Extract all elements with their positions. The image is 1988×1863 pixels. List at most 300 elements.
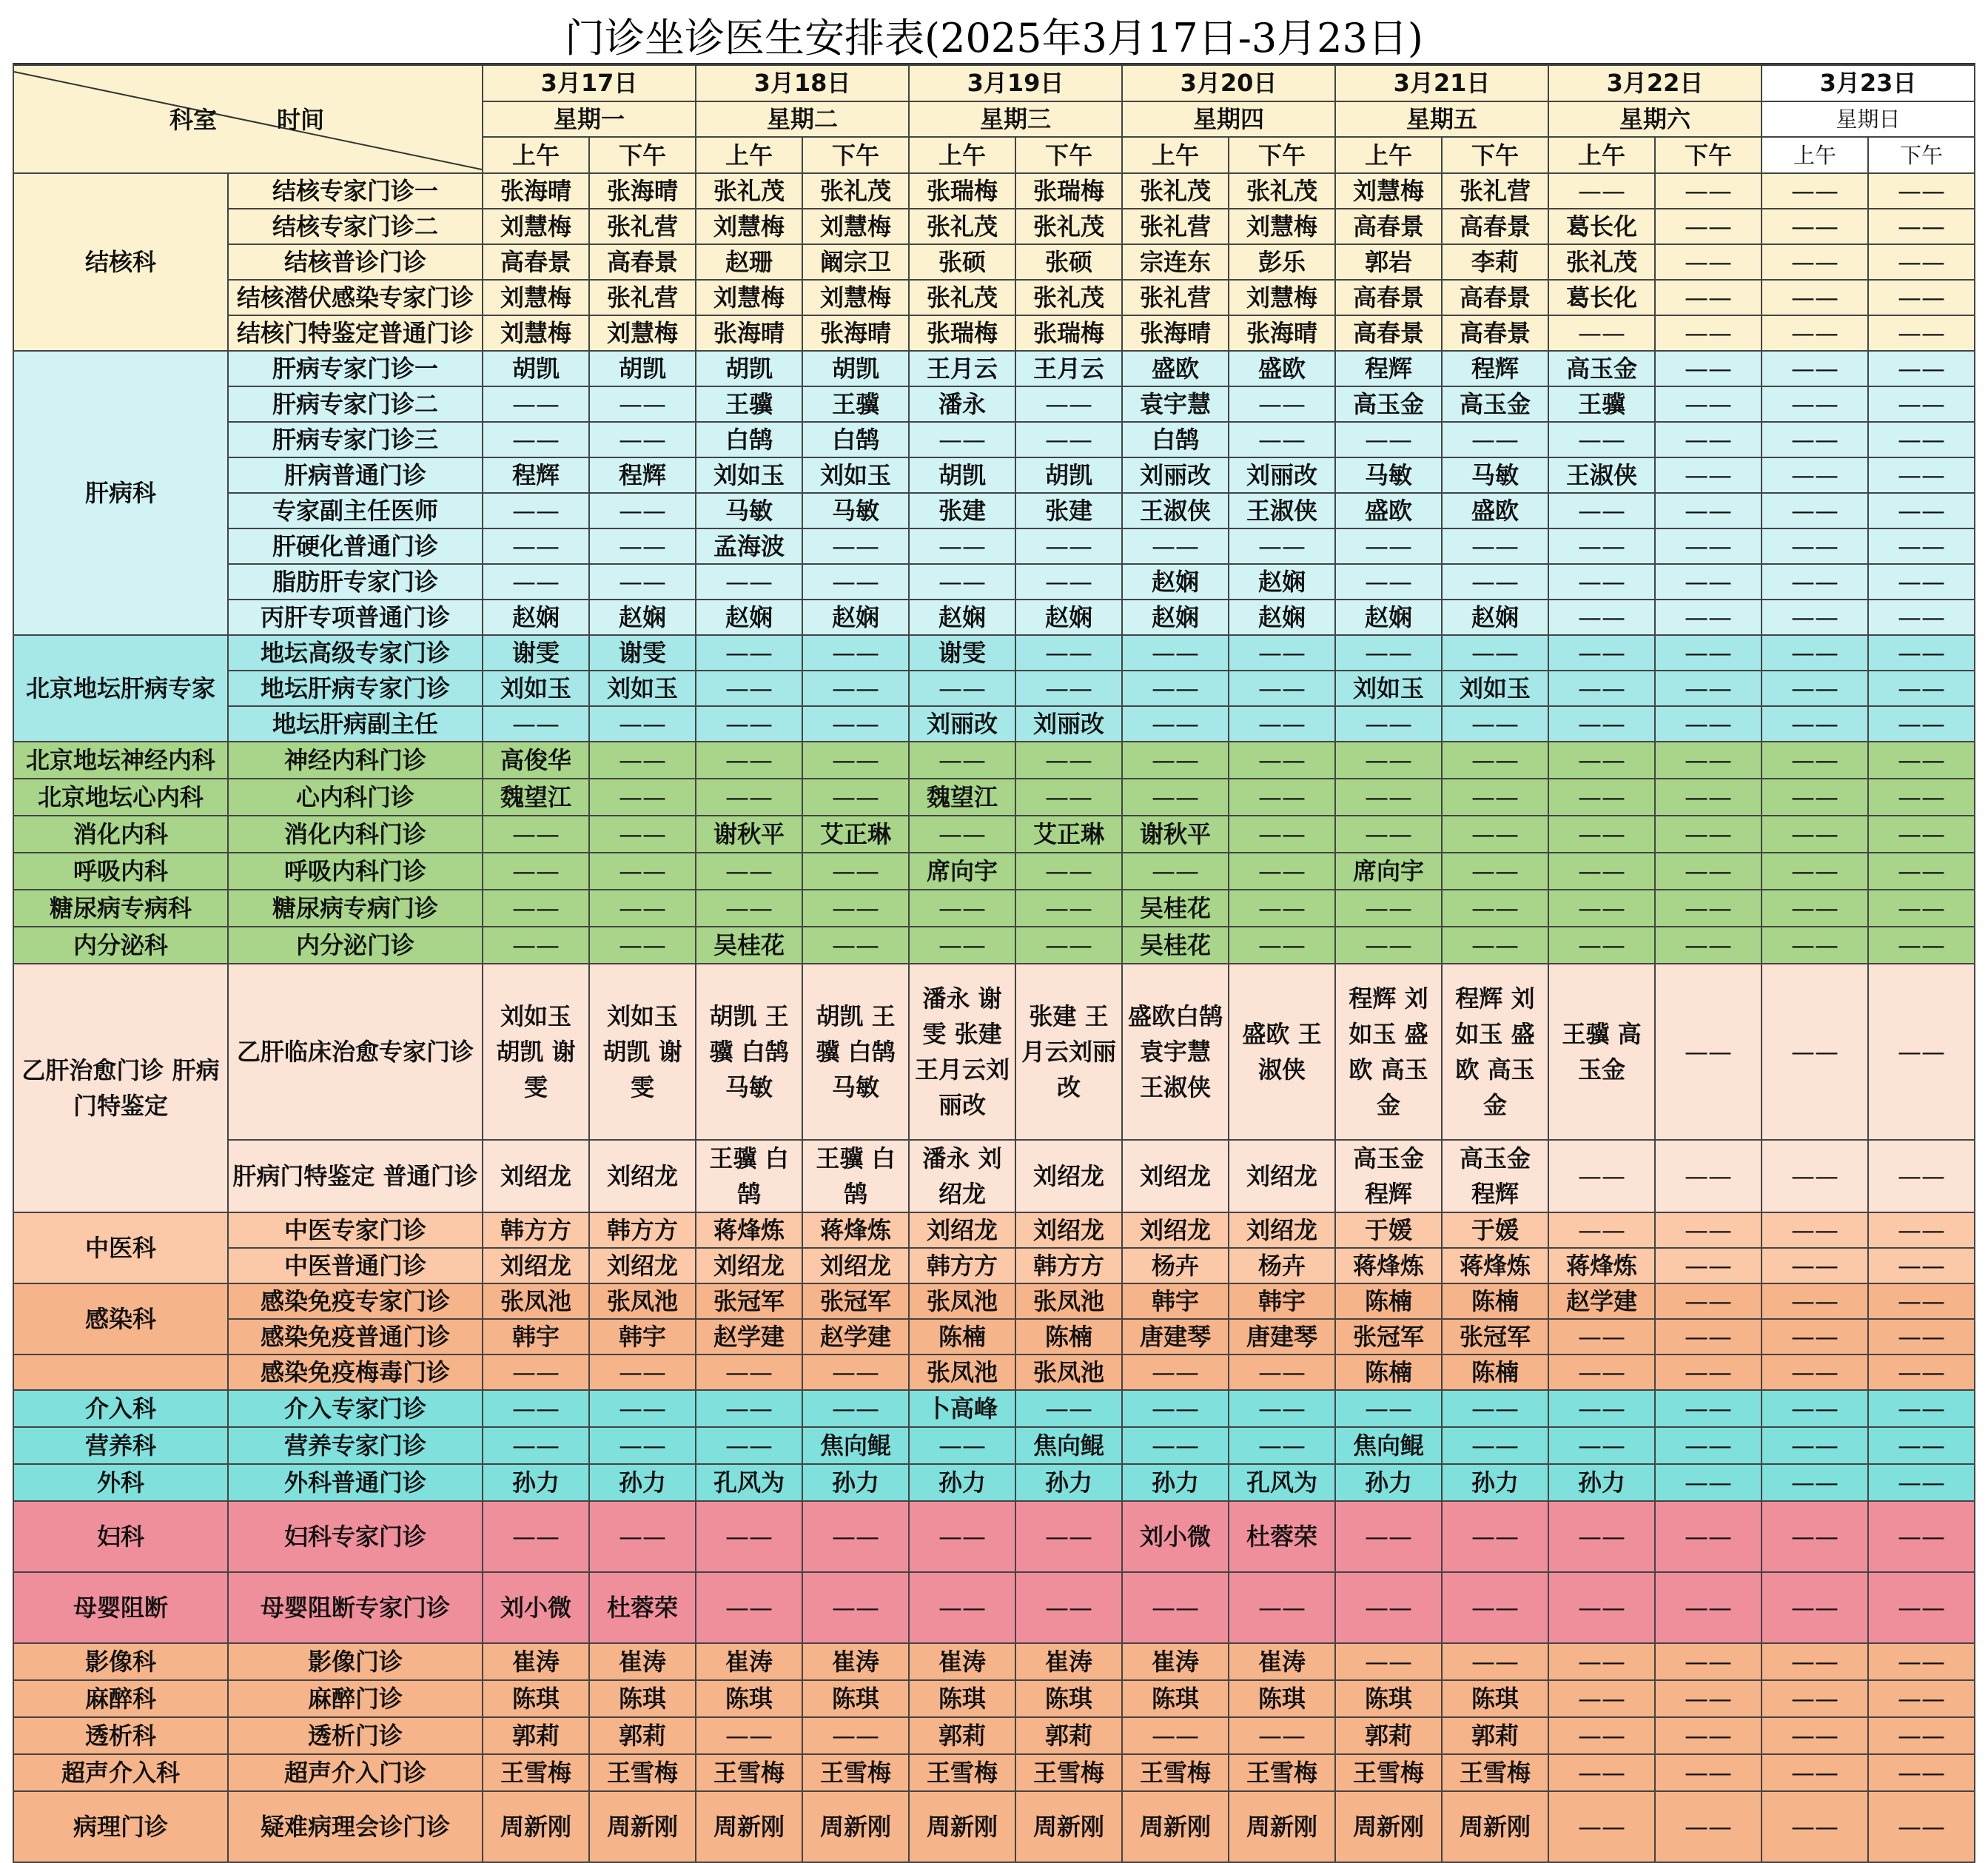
doctor-cell: 张礼茂 bbox=[1015, 209, 1122, 244]
dept-cell: 北京地坛心内科 bbox=[13, 779, 228, 816]
doctor-cell: 于媛 bbox=[1335, 1212, 1442, 1248]
doctor-cell: 韩方方 bbox=[1015, 1248, 1122, 1283]
doctor-cell: 高春景 bbox=[1335, 209, 1442, 244]
doctor-cell: —— bbox=[1548, 564, 1655, 600]
doctor-cell: —— bbox=[1015, 386, 1122, 422]
doctor-cell: 张礼茂 bbox=[909, 280, 1015, 315]
doctor-cell: 程辉 bbox=[1442, 351, 1548, 386]
doctor-cell: 陈琪 bbox=[696, 1680, 802, 1717]
doctor-cell: —— bbox=[909, 422, 1015, 457]
clinic-cell: 神经内科门诊 bbox=[228, 742, 483, 779]
doctor-cell: —— bbox=[1868, 742, 1975, 779]
table-row bbox=[13, 600, 1975, 635]
weekday-header: 星期二 bbox=[696, 101, 909, 138]
doctor-cell: —— bbox=[1868, 927, 1975, 964]
doctor-cell: —— bbox=[1868, 1717, 1975, 1754]
doctor-cell: —— bbox=[1442, 1572, 1548, 1643]
doctor-cell: 崔涛 bbox=[483, 1643, 589, 1680]
doctor-cell: 王雪梅 bbox=[696, 1754, 802, 1791]
dept-cell: 内分泌科 bbox=[13, 927, 228, 964]
doctor-cell: 陈楠 bbox=[1442, 1355, 1548, 1390]
am-header: 上午 bbox=[1762, 137, 1868, 173]
doctor-cell: 张冠军 bbox=[696, 1283, 802, 1319]
doctor-cell: —— bbox=[1548, 1319, 1655, 1355]
doctor-cell: 刘绍龙 bbox=[1015, 1140, 1122, 1212]
doctor-cell: 胡凯 bbox=[483, 351, 589, 386]
clinic-cell: 肝病普通门诊 bbox=[228, 457, 483, 493]
am-header: 上午 bbox=[1548, 137, 1655, 173]
doctor-cell: 陈楠 bbox=[1335, 1283, 1442, 1319]
doctor-cell: 刘丽改 bbox=[1229, 457, 1335, 493]
doctor-cell: 谢秋平 bbox=[696, 816, 802, 853]
doctor-cell: 焦向鲲 bbox=[1335, 1427, 1442, 1464]
doctor-cell: 高春景 bbox=[1335, 315, 1442, 351]
doctor-cell: 刘绍龙 bbox=[1229, 1140, 1335, 1212]
doctor-cell: —— bbox=[483, 706, 589, 742]
doctor-cell: —— bbox=[483, 564, 589, 600]
clinic-cell: 感染免疫梅毒门诊 bbox=[228, 1355, 483, 1390]
doctor-cell: —— bbox=[1015, 1390, 1122, 1427]
doctor-cell: —— bbox=[909, 890, 1015, 927]
doctor-cell: —— bbox=[589, 742, 696, 779]
doctor-cell: —— bbox=[1229, 742, 1335, 779]
doctor-cell: —— bbox=[802, 853, 909, 890]
doctor-cell: 赵娴 bbox=[909, 600, 1015, 635]
doctor-cell: —— bbox=[802, 890, 909, 927]
doctor-cell: 王淑侠 bbox=[1122, 493, 1229, 528]
doctor-cell: —— bbox=[1548, 1572, 1655, 1643]
table-row bbox=[13, 964, 1975, 1140]
doctor-cell: 张瑞梅 bbox=[909, 315, 1015, 351]
doctor-cell: —— bbox=[1762, 1283, 1868, 1319]
doctor-cell: 刘绍龙 bbox=[1015, 1212, 1122, 1248]
doctor-cell: 刘绍龙 bbox=[589, 1140, 696, 1212]
doctor-cell: 吴桂花 bbox=[696, 927, 802, 964]
doctor-cell: 张建 bbox=[909, 493, 1015, 528]
doctor-cell: —— bbox=[1548, 1501, 1655, 1572]
doctor-cell: —— bbox=[1868, 671, 1975, 706]
doctor-cell: 刘如玉 bbox=[1442, 671, 1548, 706]
doctor-cell: —— bbox=[1868, 493, 1975, 528]
doctor-cell: 韩宇 bbox=[483, 1319, 589, 1355]
table-row bbox=[13, 742, 1975, 779]
doctor-cell: —— bbox=[1762, 964, 1868, 1140]
doctor-cell: —— bbox=[483, 493, 589, 528]
doctor-cell: 孟海波 bbox=[696, 528, 802, 564]
doctor-cell: —— bbox=[1868, 351, 1975, 386]
table-row bbox=[13, 1717, 1975, 1754]
doctor-cell: —— bbox=[589, 528, 696, 564]
doctor-cell: 陈琪 bbox=[1335, 1680, 1442, 1717]
doctor-cell: —— bbox=[1868, 386, 1975, 422]
doctor-cell: —— bbox=[1655, 635, 1762, 671]
doctor-cell: —— bbox=[696, 1390, 802, 1427]
doctor-cell: 杨卉 bbox=[1122, 1248, 1229, 1283]
doctor-cell: 王雪梅 bbox=[1015, 1754, 1122, 1791]
doctor-cell: —— bbox=[1442, 706, 1548, 742]
doctor-cell: —— bbox=[1868, 964, 1975, 1140]
doctor-cell: 崔涛 bbox=[909, 1643, 1015, 1680]
doctor-cell: —— bbox=[1655, 816, 1762, 853]
doctor-cell: —— bbox=[1868, 422, 1975, 457]
doctor-cell: —— bbox=[589, 890, 696, 927]
doctor-cell: —— bbox=[1335, 1643, 1442, 1680]
clinic-cell: 心内科门诊 bbox=[228, 779, 483, 816]
table-row bbox=[13, 173, 1975, 209]
doctor-cell: —— bbox=[696, 635, 802, 671]
doctor-cell: —— bbox=[1762, 1319, 1868, 1355]
table-row bbox=[13, 1501, 1975, 1572]
doctor-cell: —— bbox=[1655, 422, 1762, 457]
doctor-cell: —— bbox=[1548, 1754, 1655, 1791]
doctor-cell: —— bbox=[1229, 635, 1335, 671]
doctor-cell: —— bbox=[1762, 1572, 1868, 1643]
doctor-cell: —— bbox=[1229, 386, 1335, 422]
doctor-cell: —— bbox=[1762, 1717, 1868, 1754]
table-row bbox=[13, 1754, 1975, 1791]
doctor-cell: —— bbox=[1548, 493, 1655, 528]
doctor-cell: 高俊华 bbox=[483, 742, 589, 779]
doctor-cell: —— bbox=[1335, 1572, 1442, 1643]
doctor-cell: —— bbox=[483, 816, 589, 853]
doctor-cell: —— bbox=[1335, 422, 1442, 457]
clinic-cell: 结核专家门诊二 bbox=[228, 209, 483, 244]
doctor-cell: 崔涛 bbox=[1229, 1643, 1335, 1680]
table-row bbox=[13, 315, 1975, 351]
doctor-cell: —— bbox=[802, 635, 909, 671]
doctor-cell: 王骥 bbox=[1548, 386, 1655, 422]
doctor-cell: —— bbox=[1122, 742, 1229, 779]
doctor-cell: 王雪梅 bbox=[1335, 1754, 1442, 1791]
table-row bbox=[13, 209, 1975, 244]
doctor-cell: 韩宇 bbox=[589, 1319, 696, 1355]
doctor-cell: 席向宇 bbox=[1335, 853, 1442, 890]
table-row bbox=[13, 280, 1975, 315]
doctor-cell: —— bbox=[1868, 1390, 1975, 1427]
doctor-cell: —— bbox=[1229, 1355, 1335, 1390]
table-row bbox=[13, 386, 1975, 422]
doctor-cell: —— bbox=[909, 1572, 1015, 1643]
doctor-cell: —— bbox=[1548, 173, 1655, 209]
clinic-cell: 脂肪肝专家门诊 bbox=[228, 564, 483, 600]
doctor-cell: —— bbox=[1868, 1572, 1975, 1643]
clinic-cell: 感染免疫专家门诊 bbox=[228, 1283, 483, 1319]
doctor-cell: —— bbox=[1655, 742, 1762, 779]
doctor-cell: —— bbox=[483, 1390, 589, 1427]
clinic-cell: 感染免疫普通门诊 bbox=[228, 1319, 483, 1355]
doctor-cell: 张礼茂 bbox=[909, 209, 1015, 244]
doctor-cell: —— bbox=[909, 671, 1015, 706]
doctor-cell: —— bbox=[1762, 564, 1868, 600]
doctor-cell: —— bbox=[1122, 528, 1229, 564]
clinic-cell: 乙肝临床治愈专家门诊 bbox=[228, 964, 483, 1140]
doctor-cell: —— bbox=[589, 1355, 696, 1390]
doctor-cell: —— bbox=[1655, 1427, 1762, 1464]
doctor-cell: 刘如玉 bbox=[1335, 671, 1442, 706]
doctor-cell: 孙力 bbox=[1548, 1464, 1655, 1501]
doctor-cell: 马敏 bbox=[1335, 457, 1442, 493]
doctor-cell: —— bbox=[589, 816, 696, 853]
doctor-cell: 崔涛 bbox=[1122, 1643, 1229, 1680]
doctor-cell: —— bbox=[1868, 1754, 1975, 1791]
doctor-cell: —— bbox=[1655, 1283, 1762, 1319]
doctor-cell: 蒋烽炼 bbox=[1548, 1248, 1655, 1283]
doctor-cell: 赵娴 bbox=[1229, 600, 1335, 635]
doctor-cell: —— bbox=[1655, 1791, 1762, 1862]
doctor-cell: —— bbox=[696, 853, 802, 890]
date-header: 3月20日 bbox=[1122, 65, 1335, 101]
doctor-cell: 周新刚 bbox=[696, 1791, 802, 1862]
doctor-cell: 高春景 bbox=[1442, 280, 1548, 315]
doctor-cell: —— bbox=[1868, 244, 1975, 280]
doctor-cell: 孙力 bbox=[802, 1464, 909, 1501]
doctor-cell: —— bbox=[1548, 315, 1655, 351]
doctor-cell: —— bbox=[1762, 816, 1868, 853]
doctor-cell: 陈琪 bbox=[483, 1680, 589, 1717]
doctor-cell: —— bbox=[802, 1390, 909, 1427]
doctor-cell: —— bbox=[1762, 1680, 1868, 1717]
doctor-cell: —— bbox=[483, 927, 589, 964]
date-header: 3月17日 bbox=[483, 65, 696, 101]
doctor-cell: —— bbox=[589, 1390, 696, 1427]
doctor-cell: 陈琪 bbox=[1229, 1680, 1335, 1717]
doctor-cell: —— bbox=[1229, 779, 1335, 816]
doctor-cell: 高玉金 bbox=[1548, 351, 1655, 386]
doctor-cell: 周新刚 bbox=[1335, 1791, 1442, 1862]
doctor-cell: 谢雯 bbox=[483, 635, 589, 671]
doctor-cell: —— bbox=[1442, 779, 1548, 816]
doctor-cell: 阚宗卫 bbox=[802, 244, 909, 280]
doctor-cell: —— bbox=[1015, 742, 1122, 779]
doctor-cell: 王骥 高玉金 bbox=[1548, 964, 1655, 1140]
doctor-cell: 刘如玉 bbox=[802, 457, 909, 493]
table-row bbox=[13, 635, 1975, 671]
doctor-cell: —— bbox=[909, 927, 1015, 964]
clinic-cell: 影像门诊 bbox=[228, 1643, 483, 1680]
doctor-cell: 潘永 bbox=[909, 386, 1015, 422]
doctor-cell: —— bbox=[589, 386, 696, 422]
doctor-cell: 程辉 刘如玉 盛欧 高玉金 bbox=[1442, 964, 1548, 1140]
doctor-cell: 程辉 bbox=[1335, 351, 1442, 386]
doctor-cell: —— bbox=[1655, 351, 1762, 386]
doctor-cell: 孙力 bbox=[1015, 1464, 1122, 1501]
table-row bbox=[13, 1464, 1975, 1501]
doctor-cell: —— bbox=[802, 927, 909, 964]
pm-header: 下午 bbox=[802, 137, 909, 173]
doctor-cell: —— bbox=[1548, 1643, 1655, 1680]
clinic-cell: 肝病专家门诊一 bbox=[228, 351, 483, 386]
doctor-cell: —— bbox=[1122, 671, 1229, 706]
doctor-cell: 郭莉 bbox=[909, 1717, 1015, 1754]
doctor-cell: 宗连东 bbox=[1122, 244, 1229, 280]
doctor-cell: —— bbox=[589, 779, 696, 816]
doctor-cell: —— bbox=[1229, 927, 1335, 964]
dept-cell: 母婴阻断 bbox=[13, 1572, 228, 1643]
clinic-cell: 超声介入门诊 bbox=[228, 1754, 483, 1791]
doctor-cell: —— bbox=[1548, 927, 1655, 964]
doctor-cell: 陈楠 bbox=[1442, 1283, 1548, 1319]
doctor-cell: —— bbox=[1548, 1791, 1655, 1862]
doctor-cell: —— bbox=[1655, 1680, 1762, 1717]
doctor-cell: —— bbox=[1548, 1717, 1655, 1754]
table-row bbox=[13, 1355, 1975, 1390]
doctor-cell: 吴桂花 bbox=[1122, 927, 1229, 964]
doctor-cell: —— bbox=[1762, 493, 1868, 528]
doctor-cell: —— bbox=[1762, 209, 1868, 244]
doctor-cell: —— bbox=[1762, 600, 1868, 635]
doctor-cell: —— bbox=[1868, 1355, 1975, 1390]
doctor-cell: 马敏 bbox=[696, 493, 802, 528]
table-row bbox=[13, 244, 1975, 280]
doctor-cell: —— bbox=[1229, 422, 1335, 457]
doctor-cell: 刘绍龙 bbox=[1229, 1212, 1335, 1248]
doctor-cell: —— bbox=[1335, 927, 1442, 964]
doctor-cell: —— bbox=[1655, 1464, 1762, 1501]
doctor-cell: —— bbox=[1868, 1140, 1975, 1212]
doctor-cell: —— bbox=[1015, 853, 1122, 890]
doctor-cell: 陈楠 bbox=[909, 1319, 1015, 1355]
doctor-cell: —— bbox=[1655, 209, 1762, 244]
corner-dept-label: 科室 bbox=[169, 106, 218, 134]
doctor-cell: 刘如玉 bbox=[483, 671, 589, 706]
doctor-cell: 席向宇 bbox=[909, 853, 1015, 890]
doctor-cell: —— bbox=[1015, 779, 1122, 816]
weekday-header: 星期日 bbox=[1762, 101, 1975, 138]
doctor-cell: —— bbox=[1655, 1248, 1762, 1283]
weekday-header: 星期一 bbox=[483, 101, 696, 138]
doctor-cell: 郭莉 bbox=[483, 1717, 589, 1754]
doctor-cell: 刘慧梅 bbox=[589, 315, 696, 351]
doctor-cell: 周新刚 bbox=[483, 1791, 589, 1862]
doctor-cell: 焦向鲲 bbox=[802, 1427, 909, 1464]
doctor-cell: 周新刚 bbox=[802, 1791, 909, 1862]
doctor-cell: —— bbox=[1762, 1464, 1868, 1501]
dept-cell: 呼吸内科 bbox=[13, 853, 228, 890]
doctor-cell: —— bbox=[1335, 816, 1442, 853]
doctor-cell: —— bbox=[1442, 816, 1548, 853]
doctor-cell: 葛长化 bbox=[1548, 209, 1655, 244]
clinic-cell: 结核潜伏感染专家门诊 bbox=[228, 280, 483, 315]
doctor-cell: —— bbox=[1229, 706, 1335, 742]
doctor-cell: —— bbox=[1122, 706, 1229, 742]
doctor-cell: 郭莉 bbox=[1335, 1717, 1442, 1754]
doctor-cell: 魏望江 bbox=[483, 779, 589, 816]
table-row bbox=[13, 1140, 1975, 1212]
doctor-cell: —— bbox=[1335, 564, 1442, 600]
doctor-cell: —— bbox=[909, 528, 1015, 564]
doctor-cell: —— bbox=[1229, 890, 1335, 927]
doctor-cell: —— bbox=[1762, 1390, 1868, 1427]
doctor-cell: 谢雯 bbox=[909, 635, 1015, 671]
doctor-cell: 赵娴 bbox=[1122, 600, 1229, 635]
doctor-cell: —— bbox=[483, 1355, 589, 1390]
pm-header: 下午 bbox=[1655, 137, 1762, 173]
doctor-cell: —— bbox=[1655, 173, 1762, 209]
weekday-header: 星期三 bbox=[909, 101, 1122, 138]
clinic-cell: 介入专家门诊 bbox=[228, 1390, 483, 1427]
doctor-cell: —— bbox=[1655, 964, 1762, 1140]
dept-cell: 糖尿病专病科 bbox=[13, 890, 228, 927]
table-row bbox=[13, 1283, 1975, 1319]
doctor-cell: 陈楠 bbox=[1015, 1319, 1122, 1355]
doctor-cell: 王骥 白鹄 bbox=[802, 1140, 909, 1212]
doctor-cell: —— bbox=[589, 853, 696, 890]
doctor-cell: 张礼茂 bbox=[802, 173, 909, 209]
dept-cell: 妇科 bbox=[13, 1501, 228, 1572]
dept-cell: 营养科 bbox=[13, 1427, 228, 1464]
doctor-cell: 盛欧 bbox=[1442, 493, 1548, 528]
doctor-cell: 张礼茂 bbox=[1548, 244, 1655, 280]
doctor-cell: —— bbox=[1335, 1501, 1442, 1572]
doctor-cell: —— bbox=[696, 706, 802, 742]
doctor-cell: —— bbox=[1762, 635, 1868, 671]
doctor-cell: —— bbox=[1762, 927, 1868, 964]
table-row bbox=[13, 890, 1975, 927]
doctor-cell: —— bbox=[1868, 635, 1975, 671]
doctor-cell: 张瑞梅 bbox=[909, 173, 1015, 209]
doctor-cell: —— bbox=[1442, 742, 1548, 779]
dept-cell: 病理门诊 bbox=[13, 1791, 228, 1862]
doctor-cell: —— bbox=[802, 706, 909, 742]
doctor-cell: 赵珊 bbox=[696, 244, 802, 280]
doctor-cell: —— bbox=[1762, 1140, 1868, 1212]
doctor-cell: —— bbox=[1868, 706, 1975, 742]
clinic-cell: 中医普通门诊 bbox=[228, 1248, 483, 1283]
table-row bbox=[13, 1319, 1975, 1355]
doctor-cell: —— bbox=[1548, 1680, 1655, 1717]
doctor-cell: 陈琪 bbox=[1122, 1680, 1229, 1717]
doctor-cell: —— bbox=[1335, 890, 1442, 927]
doctor-cell: 张礼营 bbox=[1442, 173, 1548, 209]
date-header: 3月19日 bbox=[909, 65, 1122, 101]
doctor-cell: —— bbox=[909, 742, 1015, 779]
doctor-cell: 刘小微 bbox=[483, 1572, 589, 1643]
table-row bbox=[13, 422, 1975, 457]
doctor-cell: —— bbox=[1762, 706, 1868, 742]
table-row bbox=[13, 779, 1975, 816]
doctor-cell: 盛欧 bbox=[1229, 351, 1335, 386]
dept-cell bbox=[13, 1355, 228, 1390]
dept-cell: 感染科 bbox=[13, 1283, 228, 1355]
doctor-cell: 葛长化 bbox=[1548, 280, 1655, 315]
doctor-cell: —— bbox=[696, 1572, 802, 1643]
dept-cell: 北京地坛肝病专家 bbox=[13, 635, 228, 742]
doctor-cell: 陈琪 bbox=[909, 1680, 1015, 1717]
doctor-cell: —— bbox=[1122, 635, 1229, 671]
doctor-cell: —— bbox=[1655, 244, 1762, 280]
doctor-cell: —— bbox=[1762, 1501, 1868, 1572]
clinic-cell: 糖尿病专病门诊 bbox=[228, 890, 483, 927]
doctor-cell: —— bbox=[1548, 422, 1655, 457]
table-row bbox=[13, 671, 1975, 706]
doctor-cell: —— bbox=[1868, 890, 1975, 927]
table-row bbox=[13, 564, 1975, 600]
doctor-cell: 刘丽改 bbox=[1122, 457, 1229, 493]
doctor-cell: 白鹄 bbox=[802, 422, 909, 457]
doctor-cell: 马敏 bbox=[1442, 457, 1548, 493]
doctor-cell: —— bbox=[1335, 1390, 1442, 1427]
doctor-cell: 张礼茂 bbox=[1122, 173, 1229, 209]
doctor-cell: 赵学建 bbox=[1548, 1283, 1655, 1319]
doctor-cell: —— bbox=[1548, 1212, 1655, 1248]
doctor-cell: —— bbox=[1868, 528, 1975, 564]
page-title: 门诊坐诊医生安排表(2025年3月17日-3月23日) bbox=[13, 13, 1975, 64]
doctor-cell: 赵娴 bbox=[802, 600, 909, 635]
doctor-cell: 吴桂花 bbox=[1122, 890, 1229, 927]
doctor-cell: —— bbox=[1015, 635, 1122, 671]
doctor-cell: 刘慧梅 bbox=[483, 315, 589, 351]
doctor-cell: —— bbox=[1655, 890, 1762, 927]
